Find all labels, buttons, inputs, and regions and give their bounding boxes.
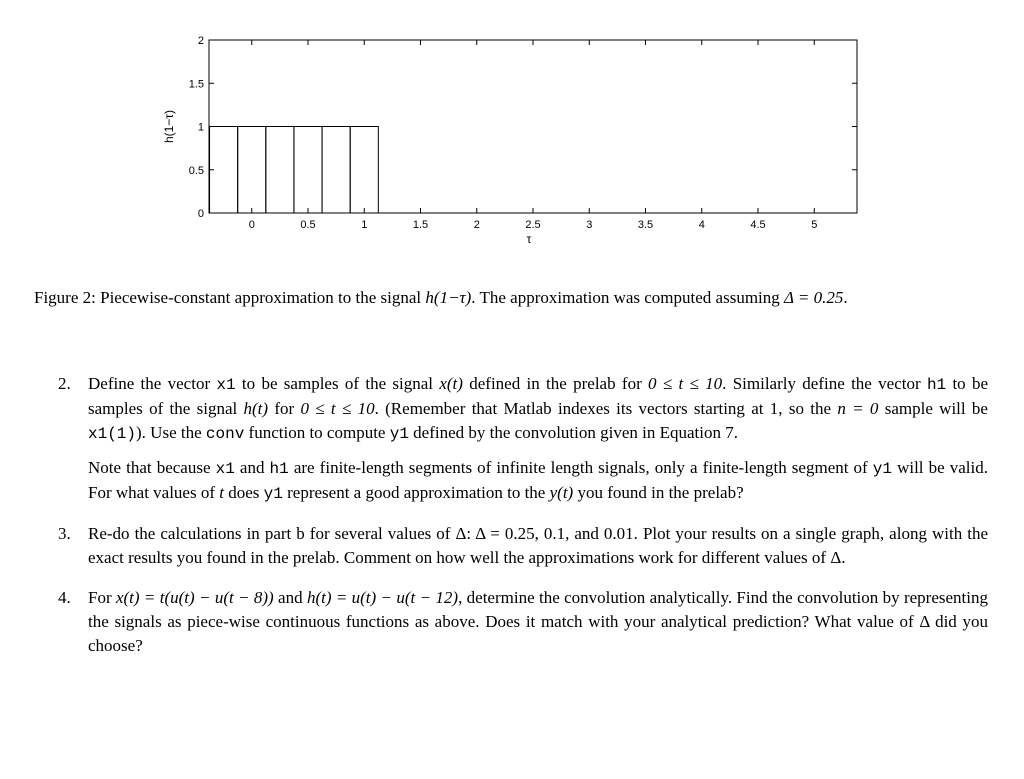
- caption-end: .: [843, 288, 848, 307]
- y-tick-label-0: 0: [197, 208, 204, 220]
- x-tick-label-3: 1.5: [412, 219, 429, 231]
- x-tick-label-9: 4.5: [750, 219, 766, 231]
- code-inline: h1: [269, 460, 289, 478]
- exercise-item: [58, 522, 988, 570]
- math-inline: 0 ≤ t ≤ 10: [648, 374, 723, 393]
- x-tick-label-8: 4: [698, 219, 705, 231]
- exercise-list: [58, 372, 988, 674]
- item-paragraph: [88, 372, 988, 446]
- bar-5: [350, 127, 378, 214]
- caption-text-before: Piecewise-constant approximation to the signal: [100, 288, 426, 307]
- x-tick-label-6: 3: [586, 219, 593, 231]
- caption-math-signal: h(1−τ): [425, 288, 472, 307]
- text-run: defined by the convolution given in Equation 7.: [408, 423, 738, 442]
- bar-3: [294, 127, 322, 214]
- text-run: represent a good approximation to the: [282, 483, 550, 502]
- caption-text-after: . The approximation was computed assuming: [471, 288, 780, 307]
- item-paragraph: [88, 456, 988, 506]
- text-run: defined in the prelab for: [462, 374, 649, 393]
- text-run: will be valid. For what values of: [88, 458, 989, 502]
- x-tick-label-0: 0: [248, 219, 255, 231]
- y-tick-label-1: 0.5: [188, 164, 204, 177]
- caption-math-delta: Δ = 0.25: [784, 288, 844, 307]
- math-inline: y(t): [549, 483, 574, 502]
- code-inline: x1: [215, 460, 235, 478]
- text-run: to be samples of the signal: [235, 374, 440, 393]
- math-inline: t: [219, 483, 224, 502]
- y-tick-label-2: 1: [197, 121, 204, 134]
- caption-label: Figure 2:: [34, 288, 96, 307]
- code-inline: h1: [926, 376, 947, 394]
- code-inline: y1: [872, 460, 892, 478]
- text-run: , determine the convolution analytically. Find the convolution by representing the signals as piece-wise continuous functions as above. Does it match with your analytical prediction? What value of Δ did you choose?: [88, 588, 988, 655]
- y-tick-label-3: 1.5: [188, 78, 204, 91]
- figure-2-plot: [0, 0, 1024, 260]
- text-run: you found in the prelab?: [573, 483, 744, 502]
- bar-4: [322, 127, 350, 214]
- text-run: function to compute: [244, 423, 390, 442]
- bar-2: [266, 127, 294, 214]
- text-run: . (Remember that Matlab indexes its vectors starting at 1, so the: [374, 399, 838, 418]
- chart-svg: [0, 0, 1024, 260]
- text-run: Re-do the calculations in part b for several values of Δ: Δ = 0.25, 0.1, and 0.01. Plot your results on a single graph, along with the exact results you found in the prelab. Comment on how well the approximations work for different values of Δ.: [88, 524, 988, 567]
- y-axis-label: h(1−τ): [162, 109, 176, 144]
- text-run: Note that because: [88, 458, 216, 477]
- math-inline: x(t) = t(u(t) − u(t − 8)): [115, 588, 274, 607]
- y-tick-label-4: 2: [197, 35, 204, 47]
- x-tick-label-2: 1: [361, 219, 368, 231]
- x-tick-label-10: 5: [811, 219, 818, 231]
- code-inline: x1: [216, 376, 236, 394]
- text-run: sample will be: [878, 399, 988, 418]
- x-axis-label: τ: [526, 232, 532, 246]
- bar-1: [238, 127, 266, 214]
- text-run: and: [273, 588, 307, 607]
- math-inline: 0 ≤ t ≤ 10: [300, 399, 375, 418]
- x-tick-label-1: 0.5: [300, 219, 316, 231]
- text-run: does: [224, 483, 264, 502]
- code-inline: conv: [205, 425, 245, 443]
- text-run: and: [234, 458, 270, 477]
- text-run: are finite-length segments of infinite length signals, only a finite-length segment of: [288, 458, 873, 477]
- math-inline: h(t): [243, 399, 269, 418]
- math-inline: h(t) = u(t) − u(t − 12): [306, 588, 459, 607]
- code-inline: y1: [389, 425, 409, 443]
- code-inline: x1(1): [88, 425, 137, 443]
- code-inline: y1: [263, 485, 283, 503]
- item-number: 2.: [58, 374, 71, 393]
- item-paragraph: [88, 586, 988, 658]
- x-tick-label-7: 3.5: [637, 219, 654, 231]
- text-run: . Similarly define the vector: [722, 374, 927, 393]
- text-run: Define the vector: [88, 374, 217, 393]
- x-tick-label-5: 2.5: [525, 219, 541, 231]
- exercise-item: [58, 372, 988, 506]
- x-tick-label-4: 2: [473, 219, 480, 231]
- item-paragraph: [88, 522, 988, 570]
- text-run: for: [268, 399, 301, 418]
- text-run: ). Use the: [136, 423, 206, 442]
- item-number: 4.: [58, 588, 71, 607]
- figure-caption: [34, 285, 994, 310]
- text-run: For: [88, 588, 116, 607]
- exercise-item: [58, 586, 988, 658]
- math-inline: n = 0: [837, 399, 879, 418]
- math-inline: x(t): [439, 374, 463, 393]
- text-run: to be samples of the signal: [88, 374, 989, 418]
- item-number: 3.: [58, 524, 71, 543]
